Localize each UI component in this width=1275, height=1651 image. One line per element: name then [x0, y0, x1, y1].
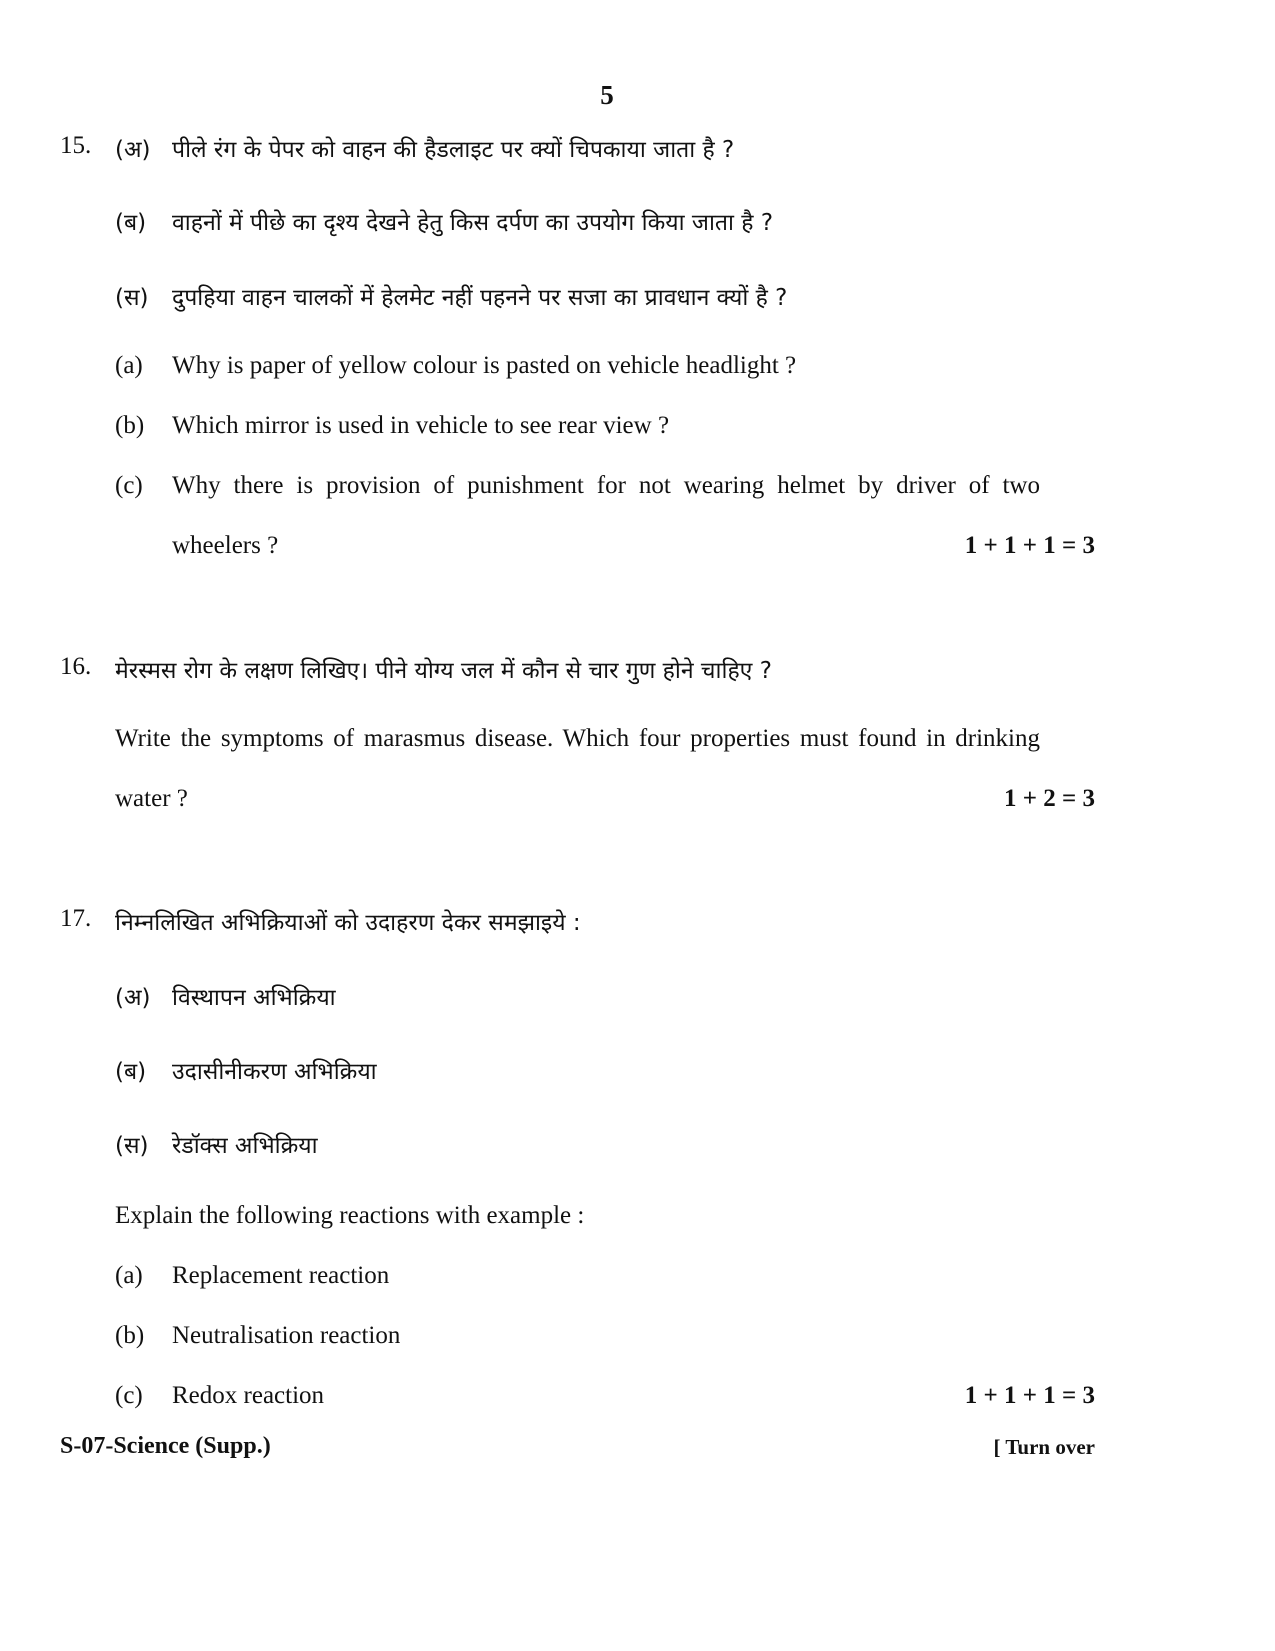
question-text: Explain the following reactions with example : — [115, 1202, 585, 1229]
option-text-continuation: wheelers ? — [172, 532, 279, 559]
question-number: 15. — [60, 132, 92, 159]
option-text-hindi: दुपहिया वाहन चालकों में हेलमेट नहीं पहनने पर सजा का प्रावधान क्यों है ? — [172, 285, 788, 311]
option-text: Neutralisation reaction — [172, 1322, 401, 1349]
option-label: (स) — [115, 285, 149, 311]
option-label: (c) — [115, 1382, 143, 1409]
option-text-hindi: विस्थापन अभिक्रिया — [172, 985, 336, 1011]
option-text: Why there is provision of punishment for not wearing helmet by driver of two — [172, 472, 1040, 499]
page-number: 5 — [600, 80, 614, 110]
turn-over-note: [ Turn over — [993, 1435, 1095, 1459]
option-label: (अ) — [115, 985, 151, 1011]
question-text: Write the symptoms of marasmus disease. Which four properties must found in drinking — [115, 725, 1040, 752]
paper-code: S-07-Science (Supp.) — [60, 1433, 271, 1459]
option-label: (ब) — [115, 1059, 147, 1085]
marks: 1 + 2 = 3 — [1004, 785, 1095, 812]
option-label: (a) — [115, 1262, 143, 1289]
question-text-hindi: निम्नलिखित अभिक्रियाओं को उदाहरण देकर समझाइये : — [115, 910, 581, 936]
option-label: (b) — [115, 412, 145, 439]
option-label: (c) — [115, 472, 143, 499]
question-number: 16. — [60, 653, 92, 680]
option-label: (b) — [115, 1322, 145, 1349]
marks: 1 + 1 + 1 = 3 — [964, 532, 1095, 559]
option-label: (स) — [115, 1133, 149, 1159]
option-text: Replacement reaction — [172, 1262, 390, 1289]
option-label: (अ) — [115, 137, 151, 163]
option-label: (a) — [115, 352, 143, 379]
option-text: Redox reaction — [172, 1382, 325, 1409]
option-text-hindi: वाहनों में पीछे का दृश्य देखने हेतु किस दर्पण का उपयोग किया जाता है ? — [172, 210, 774, 236]
option-text: Why is paper of yellow colour is pasted on vehicle headlight ? — [172, 352, 797, 379]
option-text: Which mirror is used in vehicle to see rear view ? — [172, 412, 670, 439]
option-text-hindi: पीले रंग के पेपर को वाहन की हैडलाइट पर क्यों चिपकाया जाता है ? — [172, 137, 735, 163]
option-label: (ब) — [115, 210, 147, 236]
option-text-hindi: उदासीनीकरण अभिक्रिया — [172, 1059, 377, 1085]
marks: 1 + 1 + 1 = 3 — [964, 1382, 1095, 1409]
option-text-hindi: रेडॉक्स अभिक्रिया — [172, 1133, 318, 1159]
question-text-continuation: water ? — [115, 785, 188, 812]
question-text-hindi: मेरस्मस रोग के लक्षण लिखिए। पीने योग्य जल में कौन से चार गुण होने चाहिए ? — [115, 658, 772, 684]
question-number: 17. — [60, 905, 92, 932]
